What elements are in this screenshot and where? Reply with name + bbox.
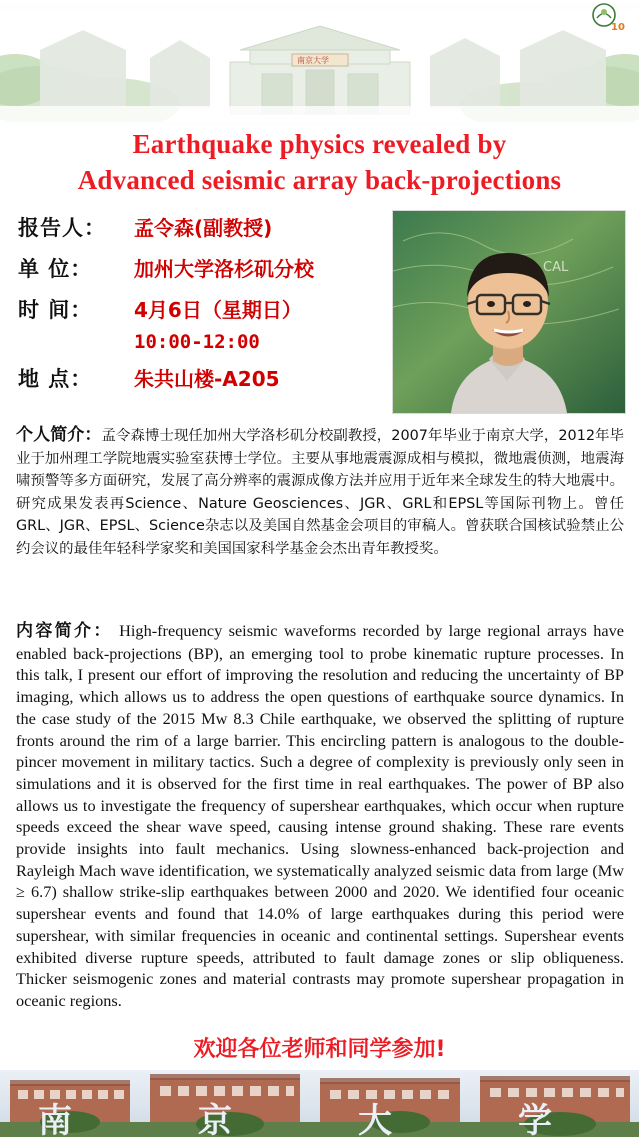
talk-info-block: [18, 212, 398, 404]
campus-photo-illustration: [0, 1070, 639, 1137]
value-affiliation: 加州大学洛杉矶分校: [134, 257, 314, 281]
svg-text:学: 学: [518, 1101, 552, 1137]
value-time: 4月6日（星期日）: [134, 298, 302, 322]
bio-heading: 个人简介：: [16, 425, 102, 445]
value-location: 朱共山楼-A205: [134, 367, 280, 391]
value-time-range: 10:00-12:00: [134, 331, 260, 353]
svg-text:南: 南: [38, 1101, 72, 1137]
top-banner: [0, 0, 639, 128]
info-row-time: [18, 294, 398, 324]
university-logo-icon: [591, 2, 625, 32]
poster-title: [0, 126, 639, 198]
svg-text:大: 大: [358, 1101, 392, 1137]
svg-text:南京大学: 南京大学: [297, 56, 329, 65]
bio-section: [16, 424, 624, 560]
info-row-affiliation: [18, 253, 398, 283]
campus-gate-illustration: [0, 10, 639, 122]
title-line-1: Earthquake physics revealed by: [132, 129, 507, 159]
title-line-2: Advanced seismic array back-projections: [77, 165, 562, 195]
abstract-heading: 内容简介：: [16, 621, 113, 641]
speaker-photo: [392, 210, 626, 414]
bio-paragraph: [16, 424, 624, 560]
value-speaker: 孟令森(副教授): [134, 216, 273, 240]
svg-text:10: 10: [611, 22, 625, 32]
abstract-section: [16, 620, 624, 1012]
svg-text:京: 京: [198, 1101, 232, 1137]
bottom-banner: [0, 1070, 639, 1137]
info-row-speaker: [18, 212, 398, 242]
abstract-paragraph: [16, 620, 624, 1012]
label-affiliation: 单 位：: [18, 257, 93, 281]
welcome-line: 欢迎各位老师和同学参加!: [193, 1037, 446, 1062]
speaker-portrait-illustration: [393, 211, 625, 413]
svg-text:CAL: CAL: [543, 260, 569, 275]
info-row-location: [18, 363, 398, 393]
label-location: 地 点：: [18, 367, 93, 391]
label-speaker: 报告人：: [18, 216, 106, 240]
label-time: 时 间：: [18, 298, 93, 322]
abstract-body: High-frequency seismic waveforms recorded by large regional arrays have enabled back-projections (BP), an emerging tool to probe kinematic rupture processes. In this talk, I present our effort of improving the resolution and reducing the uncertainty of BP imaging, which allows us to address the open questions of earthquake source dynamics. In the case study of the 2015 Mw 8.3 Chile earthquake, we observed the splitting of rupture fronts around the rim of a large barrier. This encircling pattern is analogous to the double-pincer movement in military tactics. Such a degree of complexity is previously only seen in simulations and it is observed for the first time in real earthquakes. The power of BP also allows us to investigate the frequency of supershear earthquakes, which occur when rupture speeds exceed the shear wave speed, causing intense ground shaking. These rare events provide insights into fault mechanics. Using slowness-enhanced back-projection and Rayleigh Mach wave identification, we systematically analyzed seismic data from large (Mw ≥ 6.7) shallow strike-slip earthquakes between 2000 and 2020. We identified four oceanic supershear events and found that 14.0% of large earthquakes during this period were supershear, with similar frequencies in oceanic and continental settings. Supershear events exhibited diverse rupture speeds, attributed to fault damage zones or slip obliqueness. Thicker seismogenic zones and material contrasts may promote supershear propagation in oceanic regions.: [16, 621, 625, 1010]
bio-body: 孟令森博士现任加州大学洛杉矶分校副教授，2007年毕业于南京大学，2012年毕业于加州理工学院地震实验室获博士学位。主要从事地震震源成相与模拟，微地震侦测，地震海啸预警等多方面研究，发展了高分辨率的震源成像方法并应用于近年来全球发生的特大地震中。研究成果发表再Science、Nature Geosciences、JGR、GRL和EPSL等国际刊物上。曾任GRL、JGR、EPSL、Science杂志以及美国自然基金会项目的审稿人。曾获联合国核试验禁止公约会议的最佳年轻科学家奖和美国国家科学基金会杰出青年教授奖。: [16, 428, 625, 557]
